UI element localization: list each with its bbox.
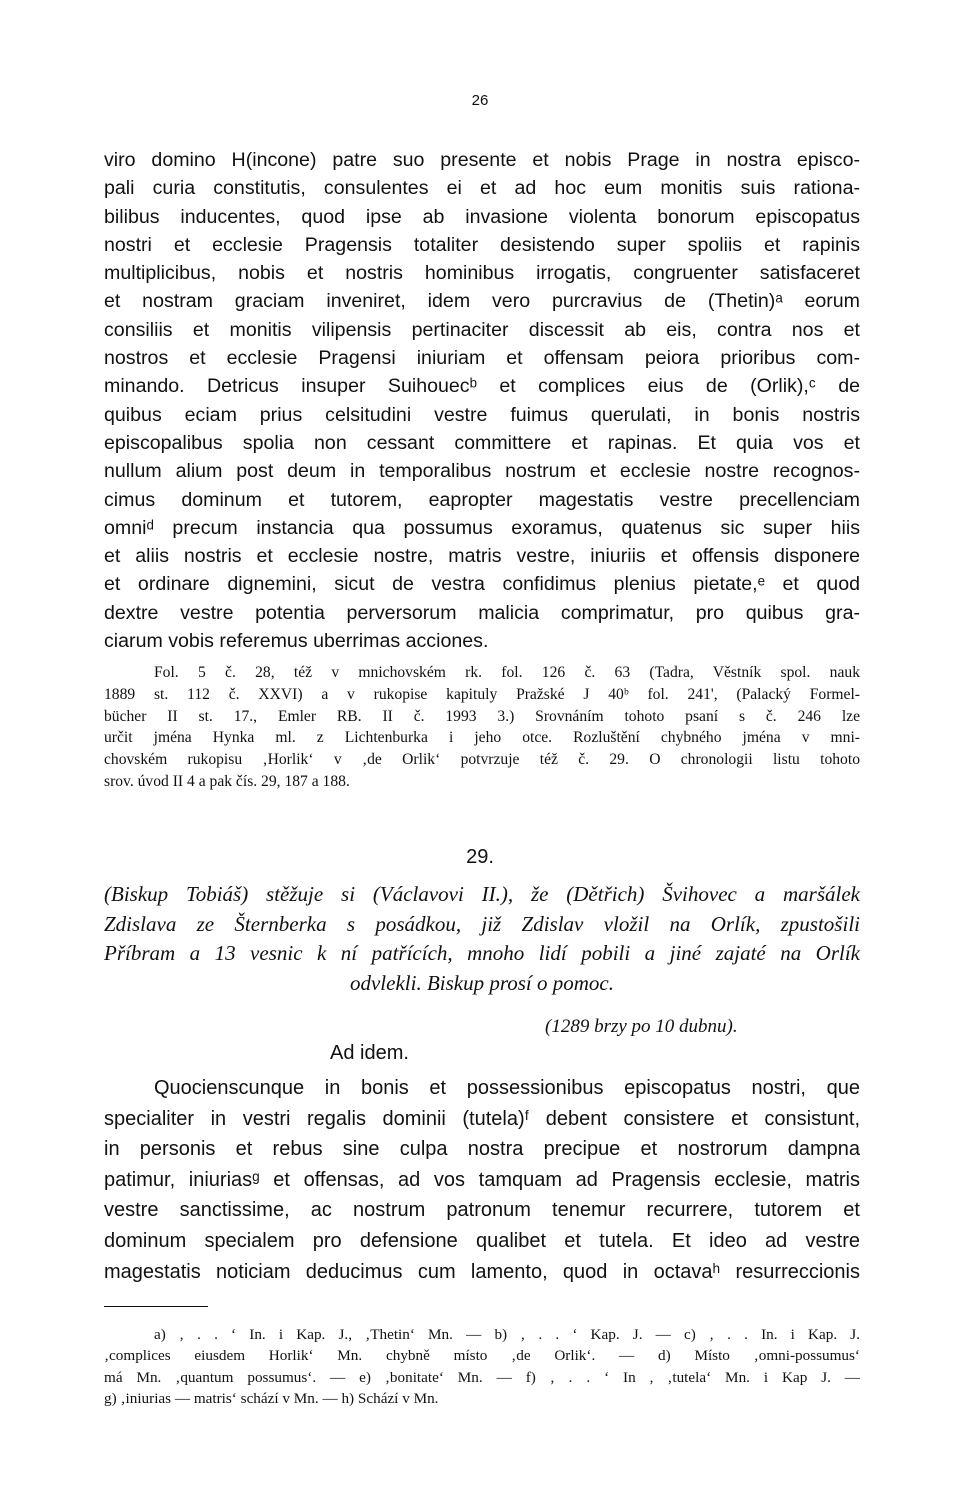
address-heading: Ad idem. [330, 1042, 409, 1064]
section-number: 29. [466, 846, 494, 868]
text-line: minando. Detricus insuper Suihouecᵇ et complices eius de (Orlik),ᶜ de [104, 375, 860, 398]
source-note [104, 662, 860, 793]
text-line: dextre vestre potentia perversorum malicia comprimatur, pro quibus gra- [104, 601, 860, 624]
footnote-line: má Mn. ‚quantum possumus‘. — e) ‚bonitate‘ Mn. — f) ‚ . . ‘ In , ‚tutela‘ Mn. i Kap J. — [104, 1368, 860, 1386]
note-line: 1889 st. 112 č. XXVI) a v rukopise kapituly Pražské J 40ᵇ fol. 241', (Palacký Formel- [104, 685, 860, 703]
text-line: in personis et rebus sine culpa nostra precipue et nostrorum dampna [104, 1138, 860, 1161]
text-line: viro domino H(incone) patre suo presente et nobis Prage in nostra episco- [104, 149, 860, 171]
footnotes [104, 1324, 860, 1410]
text-line: specialiter in vestri regalis dominii (tutela)ᶠ debent consistere et consistunt, [104, 1107, 860, 1130]
summary-line: (Biskup Tobiáš) stěžuje si (Václavovi II.), že (Dětřich) Švihovec a maršálek [104, 882, 860, 906]
summary-line: Zdislava ze Šternberka s posádkou, již Zdislav vložil na Orlík, zpustošili [104, 911, 860, 936]
footnote-rule [104, 1306, 208, 1307]
text-line: vestre sanctissime, ac nostrum patronum tenemur recurrere, tutorem et [104, 1199, 860, 1222]
note-line: určit jména Hynka ml. z Lichtenburka i jeho otce. Rozluštění chybného jména v mni- [104, 729, 860, 747]
text-line: nostros et ecclesie Pragensi iniuriam et offensam peiora prioribus com- [104, 347, 860, 370]
text-line: nostri et ecclesie Pragensis totaliter desistendo super spoliis et rapinis [104, 233, 860, 256]
text-line: patimur, iniuriasᵍ et offensas, ad vos tamquam ad Pragensis ecclesie, matris [104, 1168, 860, 1191]
main-text [104, 146, 860, 655]
text-line: dominum specialem pro defensione qualibet et tutela. Et ideo ad vestre [104, 1229, 860, 1252]
footnote-line: ‚complices eiusdem Horlik‘ Mn. chybně místo ‚de Orlik‘. — d) Místo ‚omni-possumus‘ [104, 1347, 860, 1365]
text-line: cimus dominum et tutorem, eapropter magestatis vestre precellenciam [104, 488, 860, 511]
text-line: ciarum vobis referemus uberrimas acciones. [104, 630, 489, 653]
note-line: bücher II st. 17., Emler RB. II č. 1993 3.) Srovnáním tohoto psaní s č. 246 lze [104, 707, 860, 725]
text-line: episcopalibus spolia non cessant committere et rapinas. Et quia vos et [104, 431, 860, 454]
text-line: nullum alium post deum in temporalibus nostrum et ecclesie nostre recognos- [104, 460, 860, 483]
text-line: consiliis et monitis vilipensis pertinaciter discessit ab eis, contra nos et [104, 318, 860, 341]
text-line: et ordinare dignemini, sicut de vestra confidimus plenius pietate,ᵉ et quod [104, 573, 860, 596]
note-line: srov. úvod II 4 a pak čís. 29, 187 a 188. [104, 772, 350, 790]
text-line: multiplicibus, nobis et nostris hominibus irrogatis, congruenter satisfaceret [104, 262, 860, 285]
footnote-line: a) ‚ . . ‘ In. i Kap. J., ‚Thetin‘ Mn. — b) ‚ . . ‘ Kap. J. — c) ‚ . . In. i Kap. J. [154, 1326, 860, 1343]
page-number: 26 [471, 92, 489, 109]
text-line: magestatis noticiam deducimus cum lamento, quod in octavaʰ resurreccionis [104, 1260, 860, 1283]
text-line: pali curia constitutis, consulentes ei et ad hoc eum monitis suis rationa- [104, 177, 860, 200]
dating: (1289 brzy po 10 dubnu). [545, 1016, 738, 1037]
text-line: bilibus inducentes, quod ipse ab invasione violenta bonorum episcopatus [104, 205, 860, 228]
regest-summary [104, 880, 860, 998]
text-line: omniᵈ precum instancia qua possumus exoramus, quatenus sic super hiis [104, 516, 860, 539]
footnote-line: g) ‚iniurias — matris‘ schází v Mn. — h) Schází v Mn. [104, 1390, 439, 1408]
text-line: quibus eciam prius celsitudini vestre fuimus querulati, in bonis nostris [104, 403, 860, 426]
text-line: Quocienscunque in bonis et possessionibus episcopatus nostri, que [154, 1077, 860, 1099]
text-line: et nostram graciam inveniret, idem vero purcravius de (Thetin)ᵃ eorum [104, 290, 860, 313]
note-line: chovském rukopisu ‚Horlik‘ v ‚de Orlik‘ potvrzuje též č. 29. O chronologii listu tohoto [104, 751, 860, 769]
letter-text [104, 1073, 860, 1287]
text-line: et aliis nostris et ecclesie nostre, matris vestre, iniuriis et offensis disponere [104, 545, 860, 568]
summary-line: Příbram a 13 vesnic k ní patřících, mnoho lidí pobili a jiné zajaté na Orlík [104, 941, 860, 965]
summary-line: odvlekli. Biskup prosí o pomoc. [349, 970, 614, 995]
note-line: Fol. 5 č. 28, též v mnichovském rk. fol. 126 č. 63 (Tadra, Věstník spol. nauk [154, 664, 860, 681]
